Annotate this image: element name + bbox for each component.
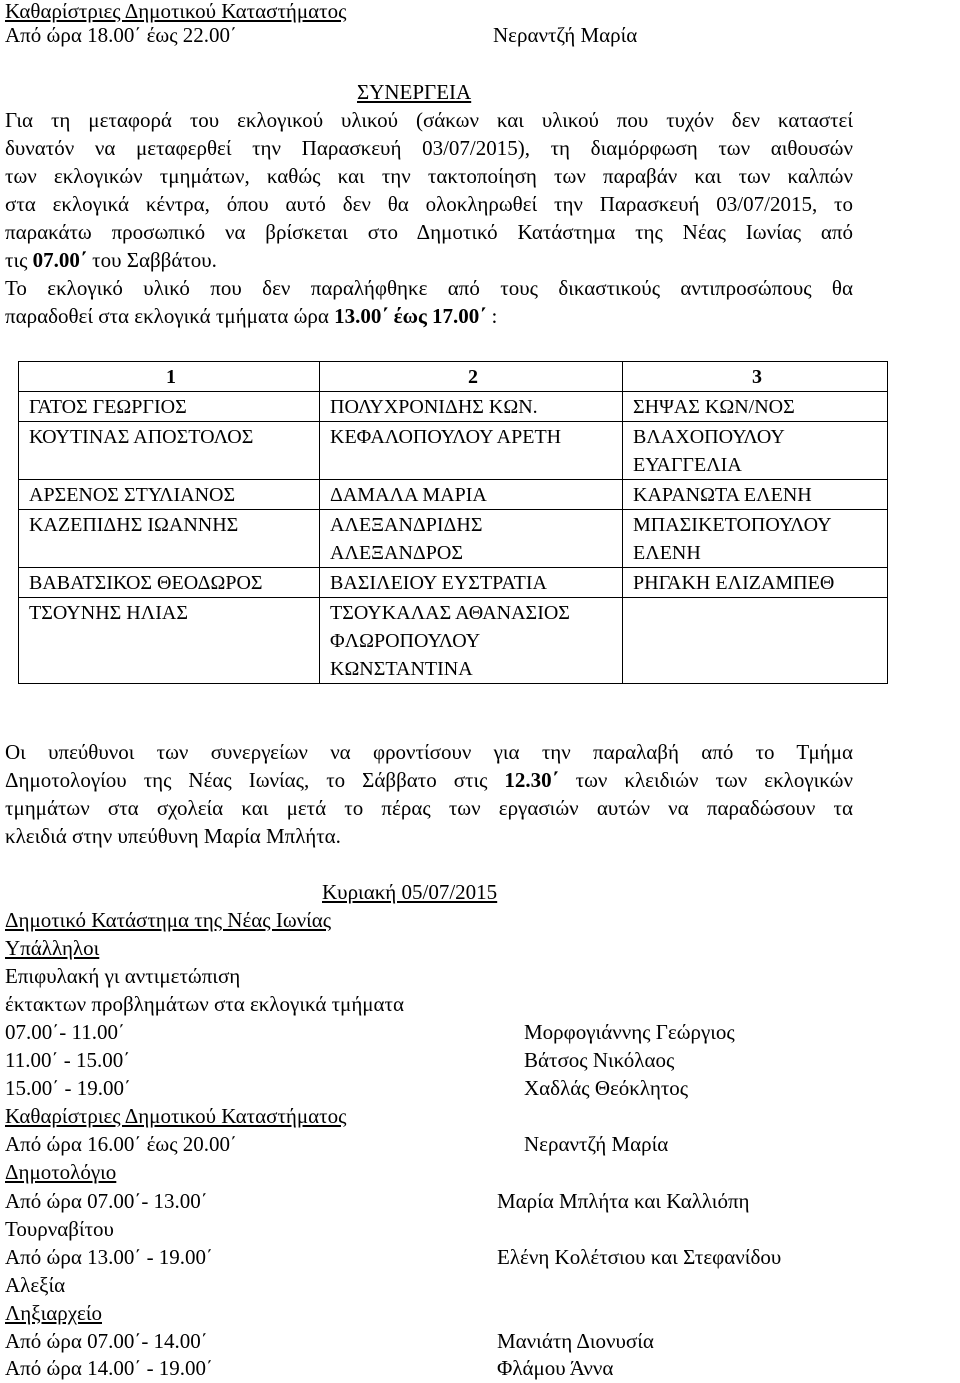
- registry-shift2-time: Από ώρα 13.00΄ - 19.00΄: [5, 1245, 214, 1269]
- shift-name: Χαδλάς Θεόκλητος: [524, 1076, 689, 1100]
- registry-shift1-time: Από ώρα 07.00΄- 13.00΄: [5, 1189, 208, 1213]
- table-row: [19, 568, 888, 598]
- civil-shift2-name: Φλάμου Άννα: [497, 1356, 614, 1380]
- table-row: [19, 422, 888, 480]
- supervision-line2: έκτακτων προβλημάτων στα εκλογικά τμήματα: [5, 992, 404, 1016]
- crews-para3-line3: τμημάτων στα σχολεία και μετά το πέρας των εργασιών αυτών να παραδώσουν τα: [5, 796, 853, 820]
- crews-para1-line: των εκλογικών τμημάτων, καθώς και την τακτοποίηση των παραβάν και των καλπών: [5, 164, 853, 188]
- shift-time: 07.00΄- 11.00΄: [5, 1020, 125, 1044]
- civil-registry-heading: Ληξιαρχείο: [5, 1301, 102, 1325]
- shift-name: Μορφογιάννης Γεώργιος: [524, 1020, 735, 1044]
- shift-name: Βάτσος Νικόλαος: [524, 1048, 675, 1072]
- sunday-date-heading: Κυριακή 05/07/2015: [322, 880, 498, 904]
- crews-para1-last: τις 07.00΄ του Σαββάτου.: [5, 248, 217, 272]
- table-cell: ΤΣΟΥΝΗΣ ΗΛΙΑΣ: [19, 598, 320, 684]
- cleaners-time: Από ώρα 18.00΄ έως 22.00΄: [5, 23, 238, 47]
- table-cell: ΣΗΨΑΣ ΚΩΝ/ΝΟΣ: [623, 392, 888, 422]
- civil-shift1-name: Μανιάτη Διονυσία: [497, 1329, 654, 1353]
- table-cell: ΒΛΑΧΟΠΟΥΛΟΥ ΕΥΑΓΓΕΛΙΑ: [623, 422, 888, 480]
- crews-table: [18, 361, 888, 684]
- civil-shift2-time: Από ώρα 14.00΄ - 19.00΄: [5, 1356, 214, 1380]
- table-cell: ΒΑΣΙΛΕΙΟΥ ΕΥΣΤΡΑΤΙΑ: [320, 568, 623, 598]
- registry-shift1-surname: Τουρναβίτου: [5, 1217, 114, 1241]
- table-cell: ΒΑΒΑΤΣΙΚΟΣ ΘΕΟΔΩΡΟΣ: [19, 568, 320, 598]
- crews-para3-line4: κλειδιά στην υπεύθυνη Μαρία Μπλήτα.: [5, 824, 341, 848]
- table-row: [19, 480, 888, 510]
- crews-para3-line1: Οι υπεύθυνοι των συνεργείων να φροντίσουν για την παραλαβή από το Τμήμα: [5, 740, 853, 764]
- sunday-cleaners-name: Νεραντζή Μαρία: [524, 1132, 669, 1156]
- table-cell: ΜΠΑΣΙΚΕΤΟΠΟΥΛΟΥ ΕΛΕΝΗ: [623, 510, 888, 568]
- table-cell: ΓΑΤΟΣ ΓΕΩΡΓΙΟΣ: [19, 392, 320, 422]
- shift-time: 15.00΄ - 19.00΄: [5, 1076, 131, 1100]
- table-cell: ΡΗΓΑΚΗ ΕΛΙΖΑΜΠΕΘ: [623, 568, 888, 598]
- cleaners-heading: Καθαρίστριες Δημοτικού Καταστήματος: [5, 0, 347, 23]
- table-cell: ΔΑΜΑΛΑ ΜΑΡΙΑ: [320, 480, 623, 510]
- table-row: [19, 392, 888, 422]
- table-header-cell: 3: [623, 362, 888, 392]
- table-header-row: [19, 362, 888, 392]
- crews-para1-line: στα εκλογικά κέντρα, όπου αυτό δεν θα ολοκληρωθεί την Παρασκευή 03/07/2015, το: [5, 192, 853, 216]
- table-cell: ΠΟΛΥΧΡΟΝΙΔΗΣ ΚΩΝ.: [320, 392, 623, 422]
- sunday-employees-heading: Υπάλληλοι: [5, 936, 100, 960]
- table-cell: ΚΟΥΤΙΝΑΣ ΑΠΟΣΤΟΛΟΣ: [19, 422, 320, 480]
- crews-title: ΣΥΝΕΡΓΕΙΑ: [357, 80, 472, 104]
- shift-time: 11.00΄ - 15.00΄: [5, 1048, 131, 1072]
- registry-shift2-surname: Αλεξία: [5, 1273, 66, 1297]
- table-cell: [623, 598, 888, 684]
- crews-para1-line: Για τη μεταφορά του εκλογικού υλικού (σάκων και υλικού που τυχόν δεν καταστεί: [5, 108, 853, 132]
- crews-para1-line: παρακάτω προσωπικό να βρίσκεται στο Δημοτικό Κατάστημα της Νέας Ιωνίας από: [5, 220, 853, 244]
- sunday-cleaners-heading: Καθαρίστριες Δημοτικού Καταστήματος: [5, 1104, 347, 1128]
- table-cell: ΑΛΕΞΑΝΔΡΙΔΗΣ ΑΛΕΞΑΝΔΡΟΣ: [320, 510, 623, 568]
- cleaners-name: Νεραντζή Μαρία: [493, 23, 638, 47]
- table-cell: ΚΑΖΕΠΙΔΗΣ ΙΩΑΝΝΗΣ: [19, 510, 320, 568]
- table-header-cell: 1: [19, 362, 320, 392]
- supervision-line1: Επιφυλακή γι αντιμετώπιση: [5, 964, 241, 988]
- table-cell: ΚΕΦΑΛΟΠΟΥΛΟΥ ΑΡΕΤΗ: [320, 422, 623, 480]
- table-cell: ΚΑΡΑΝΩΤΑ ΕΛΕΝΗ: [623, 480, 888, 510]
- table-row: [19, 598, 888, 684]
- sunday-building-heading: Δημοτικό Κατάστημα της Νέας Ιωνίας: [5, 908, 332, 932]
- registry-shift2-name: Ελένη Κολέτσιου και Στεφανίδου: [497, 1245, 782, 1269]
- crews-para1-line: δυνατόν να μεταφερθεί την Παρασκευή 03/07/2015), τη διαμόρφωση των αιθουσών: [5, 136, 853, 160]
- sunday-cleaners-time: Από ώρα 16.00΄ έως 20.00΄: [5, 1132, 238, 1156]
- civil-shift1-time: Από ώρα 07.00΄- 14.00΄: [5, 1329, 208, 1353]
- crews-para2-line1: Το εκλογικό υλικό που δεν παραλήφθηκε από τους δικαστικούς αντιπροσώπους θα: [5, 276, 853, 300]
- table-row: [19, 510, 888, 568]
- table-cell: ΑΡΣΕΝΟΣ ΣΤΥΛΙΑΝΟΣ: [19, 480, 320, 510]
- table-header-cell: 2: [320, 362, 623, 392]
- crews-para3-line2: Δημοτολογίου της Νέας Ιωνίας, το Σάββατο στις 12.30΄ των κλειδιών των εκλογικών: [5, 768, 853, 792]
- registry-shift1-name: Μαρία Μπλήτα και Καλλιόπη: [497, 1189, 750, 1213]
- table-cell: ΤΣΟΥΚΑΛΑΣ ΑΘΑΝΑΣΙΟΣ ΦΛΩΡΟΠΟΥΛΟΥ ΚΩΝΣΤΑΝΤΙΝΑ: [320, 598, 623, 684]
- registry-heading: Δημοτολόγιο: [5, 1160, 117, 1184]
- crews-para2-line2: παραδοθεί στα εκλογικά τμήματα ώρα 13.00΄ έως 17.00΄ :: [5, 304, 498, 328]
